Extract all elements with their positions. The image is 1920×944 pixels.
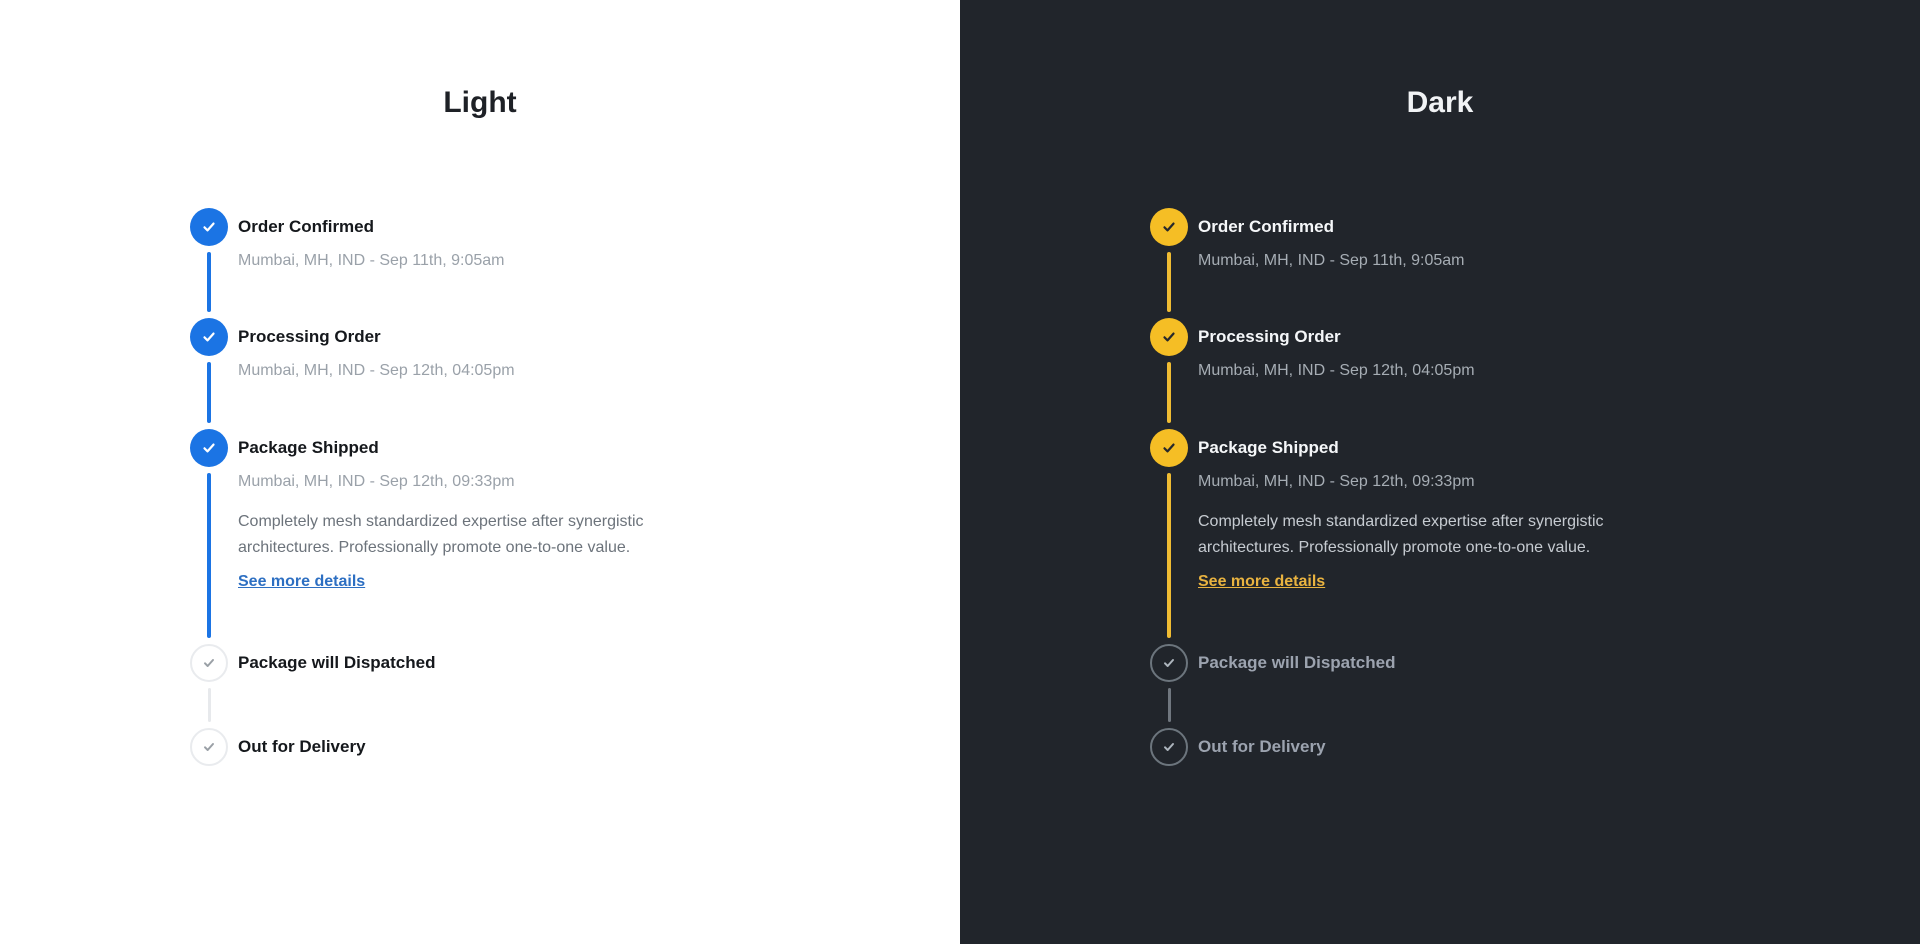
step-title: Processing Order xyxy=(1198,327,1341,346)
check-icon xyxy=(201,655,217,671)
check-icon xyxy=(1160,328,1178,346)
check-circle-outline-icon xyxy=(1150,644,1188,682)
check-icon xyxy=(1161,655,1177,671)
step-description-line: architectures. Professionally promote one-to-one value. xyxy=(238,539,631,556)
timeline-item-out-for-delivery xyxy=(1150,728,1920,768)
check-icon xyxy=(200,218,218,236)
timeline-connector xyxy=(207,473,211,638)
panel-title-light: Light xyxy=(443,86,517,119)
timeline-item-package-shipped xyxy=(1150,429,1920,644)
check-icon xyxy=(200,439,218,457)
check-icon xyxy=(1160,218,1178,236)
step-title: Package Shipped xyxy=(1198,438,1339,457)
step-meta: Mumbai, MH, IND - Sep 12th, 09:33pm xyxy=(1198,473,1475,490)
timeline-connector xyxy=(1167,252,1171,312)
check-circle-icon xyxy=(1150,429,1188,467)
step-title: Package will Dispatched xyxy=(1198,653,1396,672)
timeline-item-package-shipped xyxy=(190,429,960,644)
step-title: Order Confirmed xyxy=(1198,217,1335,236)
timeline-item-out-for-delivery xyxy=(190,728,960,768)
check-circle-icon xyxy=(1150,318,1188,356)
timeline-item-processing-order xyxy=(190,318,960,429)
dark-panel xyxy=(960,0,1920,944)
step-title: Package Shipped xyxy=(238,438,379,457)
check-icon xyxy=(201,739,217,755)
step-meta: Mumbai, MH, IND - Sep 11th, 9:05am xyxy=(238,252,505,269)
check-icon xyxy=(200,328,218,346)
step-description-line: architectures. Professionally promote one-to-one value. xyxy=(1198,539,1591,556)
check-icon xyxy=(1161,739,1177,755)
step-title: Order Confirmed xyxy=(238,217,375,236)
step-meta: Mumbai, MH, IND - Sep 12th, 09:33pm xyxy=(238,473,515,490)
timeline-item-order-confirmed xyxy=(190,208,960,318)
check-circle-icon xyxy=(190,429,228,467)
check-circle-icon xyxy=(1150,208,1188,246)
check-circle-outline-icon xyxy=(190,728,228,766)
step-title: Out for Delivery xyxy=(1198,737,1326,756)
timeline-connector xyxy=(207,362,211,423)
step-meta: Mumbai, MH, IND - Sep 12th, 04:05pm xyxy=(238,362,515,379)
timeline-item-processing-order xyxy=(1150,318,1920,429)
see-more-link[interactable]: See more details xyxy=(1198,573,1326,590)
step-description xyxy=(238,509,960,561)
timeline-item-order-confirmed xyxy=(1150,208,1920,318)
timeline-item-package-will-dispatched xyxy=(190,644,960,728)
step-description xyxy=(1198,509,1920,561)
timeline-connector xyxy=(207,252,211,312)
check-circle-icon xyxy=(190,208,228,246)
timeline-connector xyxy=(1167,473,1171,638)
step-meta: Mumbai, MH, IND - Sep 11th, 9:05am xyxy=(1198,252,1465,269)
timeline-connector xyxy=(1167,362,1171,423)
timeline-connector xyxy=(208,688,211,722)
timeline-item-package-will-dispatched xyxy=(1150,644,1920,728)
check-circle-icon xyxy=(190,318,228,356)
see-more-link[interactable]: See more details xyxy=(238,573,366,590)
order-timeline-dark xyxy=(960,208,1920,768)
check-icon xyxy=(1160,439,1178,457)
step-description-line: Completely mesh standardized expertise after synergistic xyxy=(1198,513,1604,530)
step-title: Processing Order xyxy=(238,327,381,346)
step-title: Out for Delivery xyxy=(238,737,366,756)
check-circle-outline-icon xyxy=(1150,728,1188,766)
timeline-connector xyxy=(1168,688,1171,722)
step-meta: Mumbai, MH, IND - Sep 12th, 04:05pm xyxy=(1198,362,1475,379)
check-circle-outline-icon xyxy=(190,644,228,682)
order-timeline-light xyxy=(0,208,960,768)
panel-title-dark: Dark xyxy=(1406,86,1474,119)
step-description-line: Completely mesh standardized expertise after synergistic xyxy=(238,513,644,530)
step-title: Package will Dispatched xyxy=(238,653,436,672)
